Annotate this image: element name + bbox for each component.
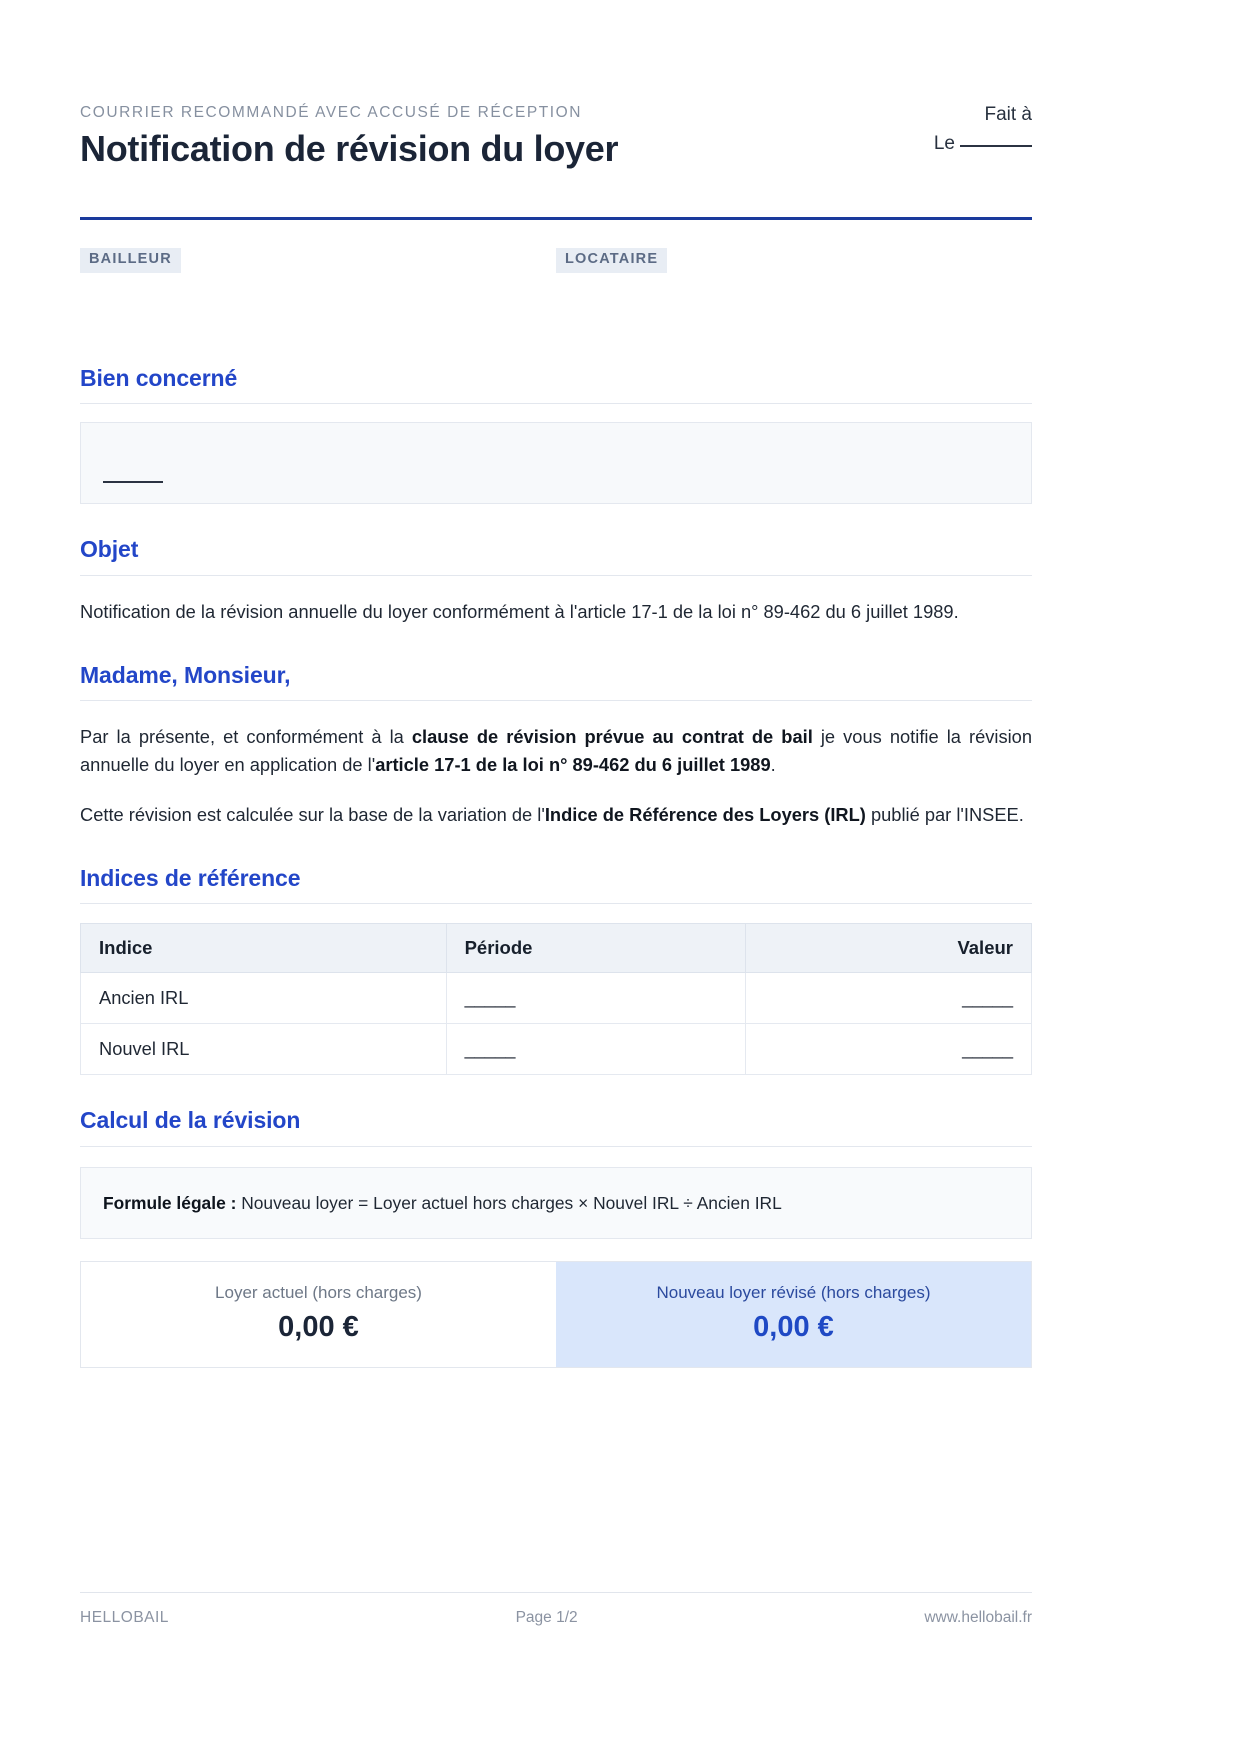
footer-page-number: Page 1/2	[515, 1609, 578, 1626]
para2-part1: Cette révision est calculée sur la base de la variation de l'	[80, 804, 545, 826]
footer-brand: HELLOBAIL	[80, 1609, 169, 1626]
table-row	[81, 1024, 1032, 1075]
cell-indice-ancien: Ancien IRL	[81, 973, 447, 1024]
document-footer	[80, 1592, 1032, 1627]
date-row	[934, 129, 1032, 158]
indices-section	[80, 865, 1032, 1076]
property-blank-field[interactable]	[103, 481, 163, 483]
letter-paragraph-1	[80, 723, 1032, 779]
column-header-valeur: Valeur	[746, 924, 1032, 973]
document-content	[80, 0, 1032, 1368]
indices-table	[80, 923, 1032, 1075]
section-divider	[80, 903, 1032, 904]
para1-bold1: clause de révision prévue au contrat de bail	[411, 726, 813, 748]
property-box[interactable]	[80, 422, 1032, 504]
para2-bold1: Indice de Référence des Loyers (IRL)	[544, 804, 866, 826]
section-divider	[80, 403, 1032, 404]
formula-box	[80, 1167, 1032, 1239]
object-section	[80, 536, 1032, 625]
para2-part2: publié par l'INSEE.	[865, 804, 1024, 826]
object-text: Notification de la révision annuelle du loyer conformément à l'article 17-1 de la loi n° 89-462 du 6 juillet 1989.	[80, 601, 959, 623]
date-label: Le	[933, 133, 955, 155]
current-rent-label: Loyer actuel (hors charges)	[215, 1283, 422, 1303]
footer-row	[80, 1593, 1032, 1627]
section-divider	[80, 700, 1032, 701]
new-rent-label: Nouveau loyer révisé (hors charges)	[656, 1283, 931, 1303]
column-header-indice: Indice	[81, 924, 447, 973]
formula-label: Formule légale :	[103, 1193, 237, 1214]
cell-periode-ancien[interactable]: _____	[446, 973, 746, 1024]
section-divider	[80, 1146, 1032, 1147]
footer-website[interactable]: www.hellobail.fr	[924, 1609, 1032, 1626]
current-rent-box	[81, 1262, 556, 1367]
cell-indice-nouvel: Nouvel IRL	[81, 1024, 447, 1075]
para1-bold2: article 17-1 de la loi n° 89-462 du 6 juillet 1989	[375, 754, 771, 776]
calculation-section-title: Calcul de la révision	[80, 1107, 301, 1134]
landlord-details[interactable]	[80, 273, 556, 365]
header-divider	[80, 217, 1032, 220]
landlord-block	[80, 248, 556, 365]
property-section	[80, 365, 1032, 505]
table-row	[81, 973, 1032, 1024]
amounts-row	[80, 1261, 1032, 1368]
tenant-tag: LOCATAIRE	[556, 248, 667, 273]
para1-part1: Par la présente, et conformément à la	[80, 726, 412, 748]
cell-valeur-nouvel[interactable]: _____	[746, 1024, 1032, 1075]
tenant-details[interactable]	[556, 273, 1032, 365]
document-kicker: COURRIER RECOMMANDÉ AVEC ACCUSÉ DE RÉCEPTION	[80, 104, 582, 121]
page-title: Notification de révision du loyer	[80, 128, 619, 170]
landlord-tag: BAILLEUR	[80, 248, 181, 273]
tenant-block	[556, 248, 1032, 365]
new-rent-box	[556, 1262, 1031, 1367]
section-divider	[80, 575, 1032, 576]
calculation-section	[80, 1107, 1032, 1368]
document-header	[80, 0, 1032, 171]
table-header-row	[81, 924, 1032, 973]
indices-section-title: Indices de référence	[80, 864, 301, 891]
date-blank-field[interactable]	[960, 145, 1032, 147]
letter-section	[80, 662, 1032, 829]
column-header-periode: Période	[446, 924, 746, 973]
object-section-title: Objet	[80, 536, 139, 563]
new-rent-value: 0,00 €	[753, 1311, 834, 1344]
current-rent-value: 0,00 €	[278, 1311, 359, 1344]
salutation-title: Madame, Monsieur,	[80, 661, 291, 688]
property-section-title: Bien concerné	[80, 364, 238, 391]
para1-part2: je vous notifie la révision annuelle du loyer en application de l'	[80, 726, 1032, 776]
para1-part3: .	[770, 754, 776, 776]
place-label: Fait à	[984, 104, 1032, 125]
parties-section	[80, 248, 1032, 365]
letter-paragraph-2	[80, 801, 1032, 829]
cell-periode-nouvel[interactable]: _____	[446, 1024, 746, 1075]
header-date-block	[934, 100, 1032, 159]
formula-text: Nouveau loyer = Loyer actuel hors charges × Nouvel IRL ÷ Ancien IRL	[236, 1193, 782, 1214]
cell-valeur-ancien[interactable]: _____	[746, 973, 1032, 1024]
